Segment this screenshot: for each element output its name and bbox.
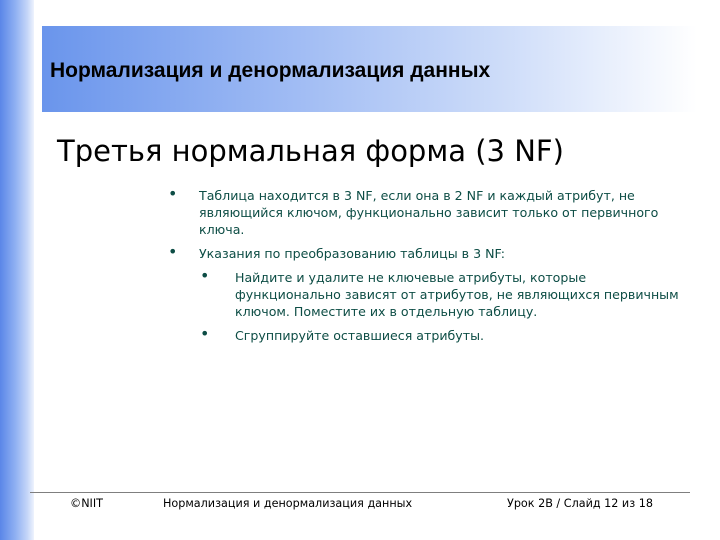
sub-bullet-text: Найдите и удалите не ключевые атрибуты, которые функционально зависят от атрибутов, не являющихся первичным ключом. Поместите их в отдельную таблицу.	[235, 270, 679, 319]
bullet-dot-icon: •	[168, 242, 178, 261]
slide-content	[160, 184, 680, 351]
footer-slide-number: Урок 2В / Слайд 12 из 18	[507, 497, 653, 510]
sub-bullet-dot-icon: •	[200, 266, 210, 285]
sub-bullet-item	[160, 324, 680, 344]
footer-divider	[30, 492, 690, 493]
footer-copyright: ©NIIT	[70, 497, 103, 510]
left-decorative-bar	[0, 0, 34, 540]
sub-bullet-dot-icon: •	[200, 324, 210, 343]
bullet-item	[160, 184, 680, 238]
footer-course-title: Нормализация и денормализация данных	[163, 497, 413, 510]
bullet-text: Указания по преобразованию таблицы в 3 NF:	[199, 246, 506, 261]
sub-bullet-item	[160, 266, 680, 320]
bullet-text: Таблица находится в 3 NF, если она в 2 NF и каждый атрибут, не являющийся ключом, функционально зависит только от первичного ключа.	[199, 188, 659, 237]
slide-title: Нормализация и денормализация данных	[50, 59, 491, 82]
title-banner	[42, 26, 697, 112]
section-heading: Третья нормальная форма (3 NF)	[57, 134, 564, 168]
bullet-item	[160, 242, 680, 262]
bullet-dot-icon: •	[168, 184, 178, 203]
sub-bullet-text: Сгруппируйте оставшиеся атрибуты.	[235, 328, 485, 343]
